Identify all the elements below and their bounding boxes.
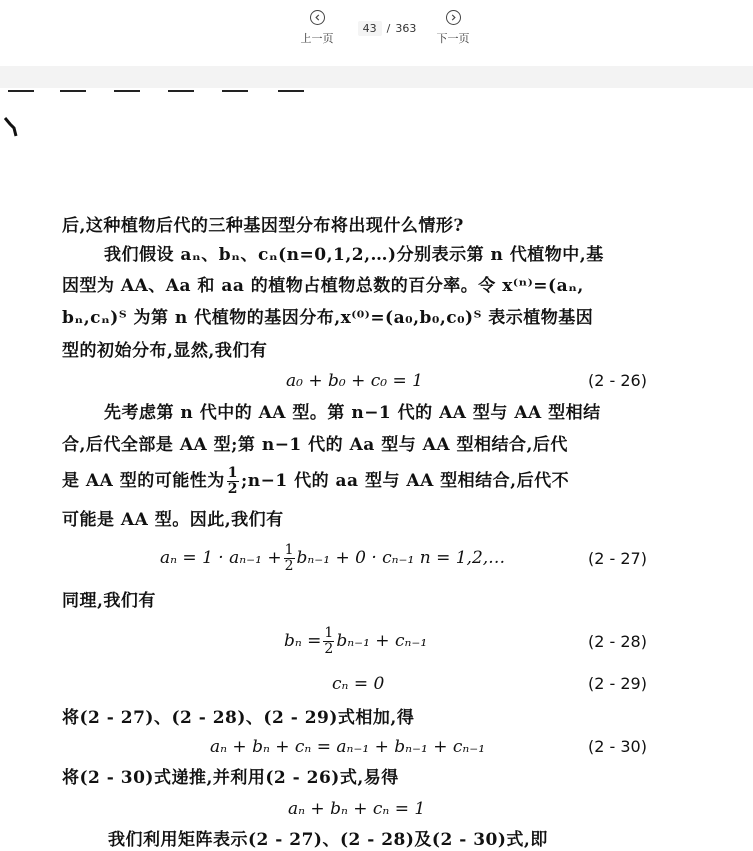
chevron-right-icon xyxy=(446,10,461,25)
paragraph-line: 因型为 AA、Aa 和 aa 的植物占植物总数的百分率。令 x⁽ⁿ⁾=(aₙ, xyxy=(62,276,584,296)
equation-2-31: aₙ + bₙ + cₙ = 1 xyxy=(288,799,426,819)
paragraph-line xyxy=(62,466,569,497)
equation-part: bₙ = xyxy=(284,631,322,651)
paragraph-line: 我们假设 aₙ、bₙ、cₙ(n=0,1,2,…)分别表示第 n 代植物中,基 xyxy=(104,245,604,265)
equation-2-29: cₙ = 0 xyxy=(332,674,385,694)
paragraph-line: 合,后代全部是 AA 型;第 n−1 代的 Aa 型与 AA 型相结合,后代 xyxy=(62,435,568,455)
fraction-numerator: 1 xyxy=(227,465,238,481)
equation-number: (2 - 30) xyxy=(588,737,647,756)
equation-2-30: aₙ + bₙ + cₙ = aₙ₋₁ + bₙ₋₁ + cₙ₋₁ xyxy=(210,737,486,757)
paragraph-line: 型的初始分布,显然,我们有 xyxy=(62,341,268,361)
viewer-toolbar xyxy=(0,0,753,66)
fraction-denominator: 2 xyxy=(324,641,334,657)
page-separator: / xyxy=(386,21,391,35)
paragraph-line-part: 是 AA 型的可能性为 xyxy=(62,471,225,491)
header-rule xyxy=(60,90,86,92)
header-rule xyxy=(278,90,304,92)
equation-number: (2 - 26) xyxy=(588,371,647,390)
page-indicator xyxy=(352,18,422,38)
fraction-numerator: 1 xyxy=(284,542,294,558)
fraction-denominator: 2 xyxy=(227,481,238,497)
fraction-one-half xyxy=(227,466,239,497)
total-pages: 363 xyxy=(395,21,417,35)
toolbar-divider xyxy=(0,66,753,88)
fraction-one-half xyxy=(323,626,334,657)
paragraph-line: 可能是 AA 型。因此,我们有 xyxy=(62,510,284,530)
prev-page-label: 上一页 xyxy=(300,32,334,45)
paragraph-line: bₙ,cₙ)ᵀ 为第 n 代植物的基因分布,x⁽⁰⁾=(a₀,b₀,c₀)ᵀ 表示植物基因 xyxy=(62,308,594,328)
next-page-label: 下一页 xyxy=(436,32,470,45)
header-rule xyxy=(8,90,34,92)
equation-part: bₙ₋₁ + 0 · cₙ₋₁ n = 1,2,… xyxy=(296,548,506,568)
paragraph-line: 先考虑第 n 代中的 AA 型。第 n−1 代的 AA 型与 AA 型相结 xyxy=(104,403,601,423)
equation-2-26: a₀ + b₀ + c₀ = 1 xyxy=(286,371,423,391)
equation-2-28 xyxy=(284,626,427,657)
scan-mark-icon xyxy=(4,116,18,138)
equation-number: (2 - 27) xyxy=(588,549,647,568)
paragraph-line: 后,这种植物后代的三种基因型分布将出现什么情形? xyxy=(62,216,464,236)
fraction-numerator: 1 xyxy=(324,625,334,641)
equation-2-27 xyxy=(160,543,505,574)
fraction-one-half xyxy=(284,543,295,574)
equation-part: bₙ₋₁ + cₙ₋₁ xyxy=(336,631,428,651)
paragraph-line: 同理,我们有 xyxy=(62,591,156,611)
current-page-input[interactable]: 43 xyxy=(358,21,382,36)
prev-page-button[interactable] xyxy=(289,10,345,54)
paragraph-line: 将(2 - 27)、(2 - 28)、(2 - 29)式相加,得 xyxy=(62,708,415,728)
header-rule xyxy=(168,90,194,92)
chevron-left-icon xyxy=(310,10,325,25)
next-page-button[interactable] xyxy=(425,10,481,54)
paragraph-line-part: ;n−1 代的 aa 型与 AA 型相结合,后代不 xyxy=(240,471,570,491)
header-rule xyxy=(114,90,140,92)
document-page xyxy=(0,88,753,851)
equation-part: aₙ = 1 · aₙ₋₁ + xyxy=(160,548,282,568)
paragraph-line: 将(2 - 30)式递推,并利用(2 - 26)式,易得 xyxy=(62,768,399,788)
header-rule xyxy=(222,90,248,92)
equation-number: (2 - 28) xyxy=(588,632,647,651)
paragraph-line: 我们利用矩阵表示(2 - 27)、(2 - 28)及(2 - 30)式,即 xyxy=(108,830,548,850)
fraction-denominator: 2 xyxy=(284,558,294,574)
equation-number: (2 - 29) xyxy=(588,674,647,693)
